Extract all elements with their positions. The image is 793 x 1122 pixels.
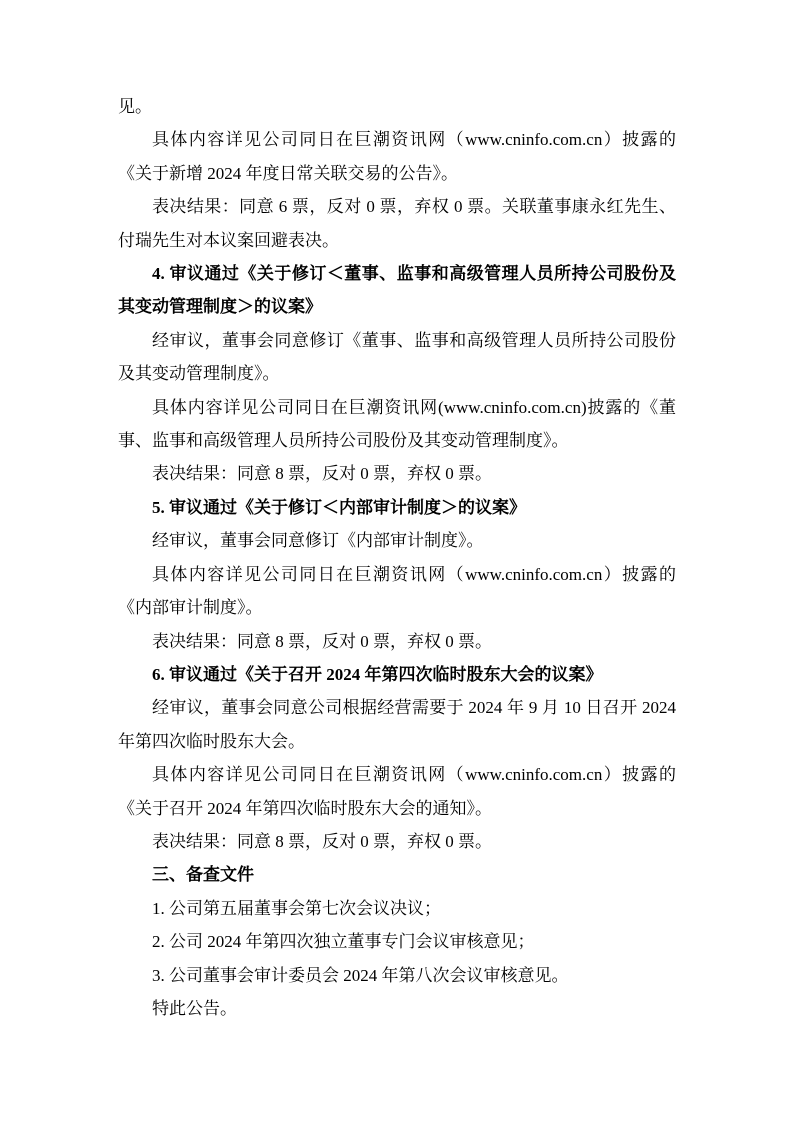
paragraph-vote-result-item3: 表决结果：同意 6 票，反对 0 票，弃权 0 票。关联董事康永红先生、付瑞先生对本议案回避表决。: [118, 197, 676, 250]
paragraph-vote-result-item6: 表决结果：同意 8 票，反对 0 票，弃权 0 票。: [152, 831, 492, 851]
paragraph-item4-disclosure: 具体内容详见公司同日在巨潮资讯网(www.cninfo.com.cn)披露的《董事、监事和高级管理人员所持公司股份及其变动管理制度》。: [118, 397, 676, 451]
paragraph-reference-doc-3: 3. 公司董事会审计委员会 2024 年第八次会议审核意见。: [152, 965, 569, 985]
section-heading-reference-documents: 三、备查文件: [152, 865, 254, 885]
paragraph-item6-disclosure: 具体内容详见公司同日在巨潮资讯网（www.cninfo.com.cn）披露的《关于召开 2024 年第四次临时股东大会的通知》。: [118, 765, 676, 818]
paragraph-continuation: 见。: [118, 97, 152, 116]
paragraph-disclosure-related-transactions: 具体内容详见公司同日在巨潮资讯网（www.cninfo.com.cn）披露的《关于新增 2024 年度日常关联交易的公告》。: [118, 130, 676, 183]
paragraph-reference-doc-1: 1. 公司第五届董事会第七次会议决议；: [152, 898, 441, 918]
paragraph-item4-resolution: 经审议，董事会同意修订《董事、监事和高级管理人员所持公司股份及其变动管理制度》。: [118, 330, 676, 384]
paragraph-reference-doc-2: 2. 公司 2024 年第四次独立董事专门会议审核意见；: [152, 932, 535, 952]
section-heading-item4: 4. 审议通过《关于修订＜董事、监事和高级管理人员所持公司股份及其变动管理制度＞的议案》: [118, 264, 676, 317]
paragraph-vote-result-item5: 表决结果：同意 8 票，反对 0 票，弃权 0 票。: [152, 631, 492, 651]
section-heading-item6: 6. 审议通过《关于召开 2024 年第四次临时股东大会的议案》: [152, 664, 603, 684]
paragraph-announcement-closing: 特此公告。: [152, 998, 237, 1018]
section-heading-item5: 5. 审议通过《关于修订＜内部审计制度＞的议案》: [152, 497, 526, 517]
paragraph-item6-resolution: 经审议，董事会同意公司根据经营需要于 2024 年 9 月 10 日召开 2024 年第四次临时股东大会。: [118, 698, 676, 751]
paragraph-item5-disclosure: 具体内容详见公司同日在巨潮资讯网（www.cninfo.com.cn）披露的《内部审计制度》。: [118, 564, 676, 618]
paragraph-vote-result-item4: 表决结果：同意 8 票，反对 0 票，弃权 0 票。: [152, 464, 492, 484]
paragraph-item5-resolution: 经审议，董事会同意修订《内部审计制度》。: [152, 531, 484, 551]
